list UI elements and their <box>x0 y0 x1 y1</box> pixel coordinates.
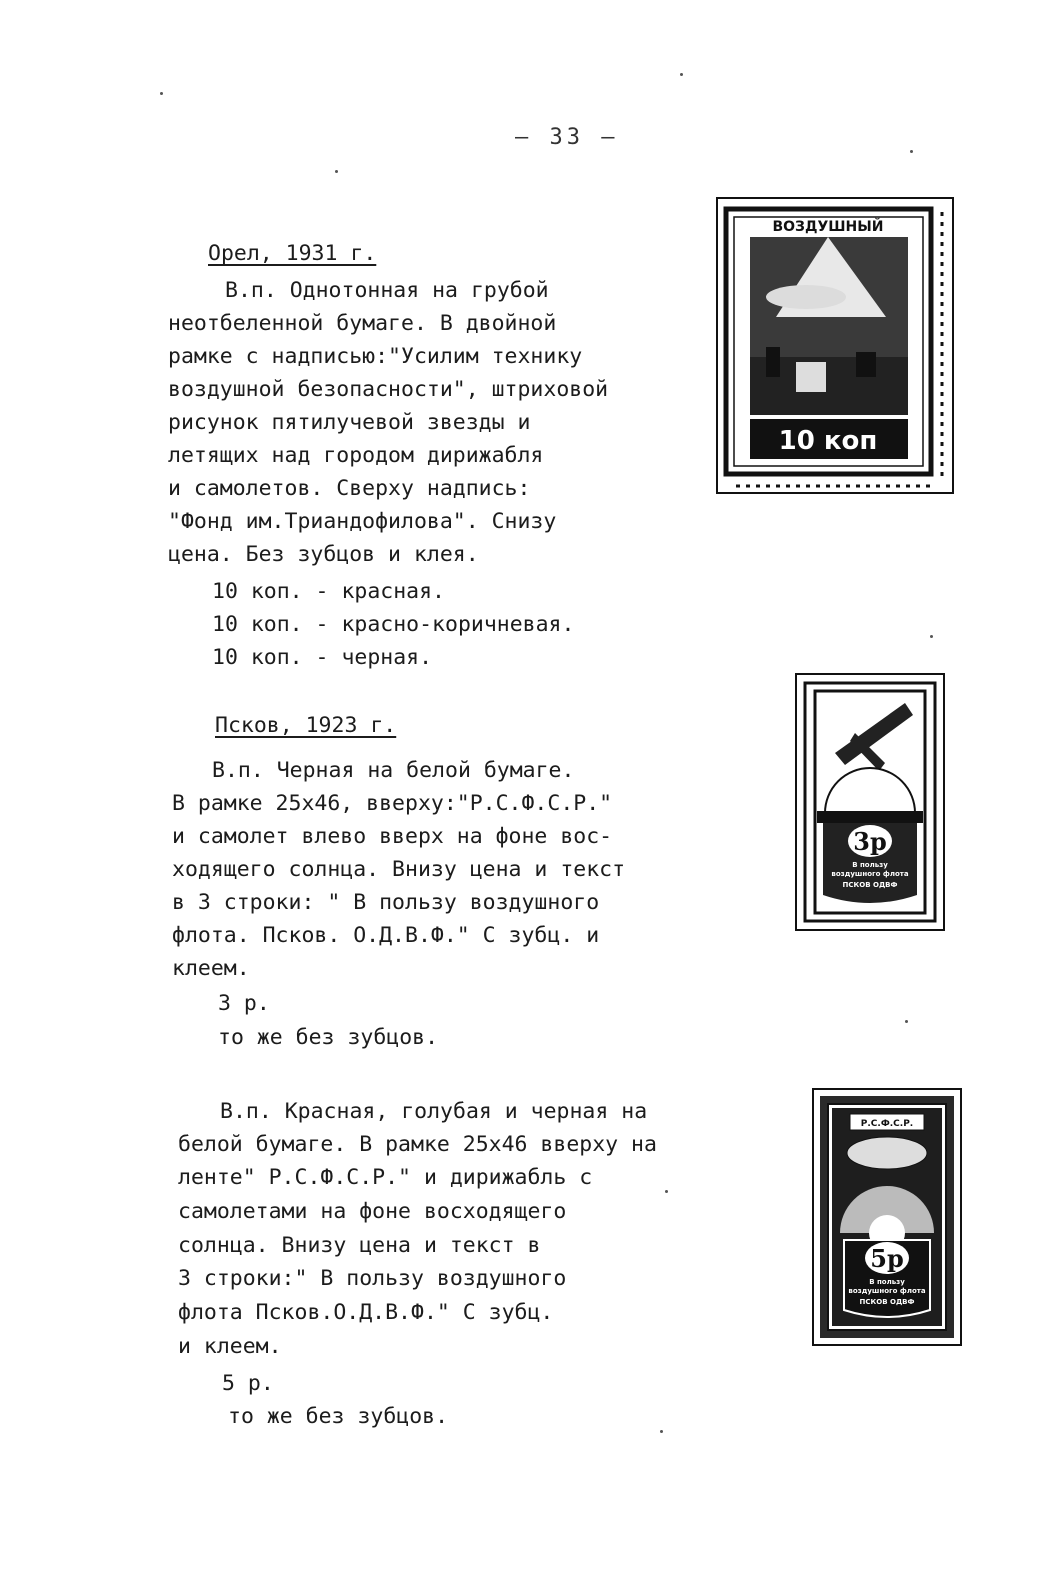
text-line: солнца. Внизу цена и текст в <box>178 1233 541 1258</box>
stamp-ribbon: Р.С.Ф.С.Р. <box>860 1119 914 1129</box>
stamp-value: 10 коп <box>778 426 878 456</box>
page-number: – 33 – <box>515 125 619 150</box>
text-line: самолетами на фоне восходящего <box>178 1199 567 1224</box>
text-line: воздушной безопасности", штриховой <box>168 377 609 402</box>
text-line: В.п. Черная на белой бумаге. <box>212 758 575 783</box>
variety-line: 10 коп. - черная. <box>212 645 433 670</box>
text-line: В рамке 25х46, вверху:"Р.С.Ф.С.Р." <box>172 791 613 816</box>
text-line: неотбеленной бумаге. В двойной <box>168 311 557 336</box>
stamp-orel-10kop <box>716 197 954 494</box>
text-line: "Фонд им.Триандофилова". Снизу <box>168 509 557 534</box>
section-heading-pskov: Псков, 1923 г. <box>215 713 397 738</box>
variety-line: то же без зубцов. <box>228 1404 449 1429</box>
scan-speck <box>160 92 163 95</box>
stamp-value: 3р <box>853 827 887 856</box>
text-line: белой бумаге. В рамке 25х46 вверху на <box>178 1132 657 1157</box>
scan-speck <box>335 170 338 173</box>
variety-line: 5 р. <box>222 1371 274 1396</box>
text-line: флота. Псков. О.Д.В.Ф." С зубц. и <box>172 923 600 948</box>
stamp-caption: ПСКОВ ОДВФ <box>859 1298 915 1306</box>
text-line: флота Псков.О.Д.В.Ф." С зубц. <box>178 1300 554 1325</box>
text-line: ходящего солнца. Внизу цена и текст <box>172 857 626 882</box>
text-line: и самолет влево вверх на фоне вос- <box>172 824 613 849</box>
section-heading-orel: Орел, 1931 г. <box>208 241 377 266</box>
text-line: цена. Без зубцов и клея. <box>168 542 479 567</box>
text-line: клеем. <box>172 956 250 981</box>
variety-line: 10 коп. - красная. <box>212 579 445 604</box>
variety-line: то же без зубцов. <box>218 1025 439 1050</box>
text-line: ленте" Р.С.Ф.С.Р." и дирижабль с <box>178 1165 593 1190</box>
text-line: В.п. Однотонная на грубой <box>225 278 549 303</box>
scan-speck <box>680 73 683 76</box>
text-line: и самолетов. Сверху надпись: <box>168 476 531 501</box>
scan-speck <box>660 1430 663 1433</box>
text-line: в 3 строки: " В пользу воздушного <box>172 890 600 915</box>
text-line: В.п. Красная, голубая и черная на <box>220 1099 648 1124</box>
stamp-value: 5р <box>870 1244 904 1273</box>
scan-speck <box>930 635 933 638</box>
scan-speck <box>905 1020 908 1023</box>
stamp-caption: В пользу <box>869 1278 905 1286</box>
stamp-caption: ПСКОВ ОДВФ <box>842 881 898 889</box>
text-line: и клеем. <box>178 1334 282 1359</box>
scan-speck <box>665 1190 668 1193</box>
text-line: рисунок пятилучевой звезды и <box>168 410 531 435</box>
variety-line: 10 коп. - красно-коричневая. <box>212 612 575 637</box>
scan-speck <box>910 150 913 153</box>
stamp-caption: В пользу <box>852 861 888 869</box>
text-line: летящих над городом дирижабля <box>168 443 544 468</box>
stamp-caption: воздушного флота <box>831 870 909 878</box>
text-line: рамке с надписью:"Усилим технику <box>168 344 583 369</box>
stamp-top-text: ВОЗДУШНЫЙ <box>772 219 884 235</box>
variety-line: 3 р. <box>218 991 270 1016</box>
text-line: 3 строки:" В пользу воздушного <box>178 1266 567 1291</box>
stamp-pskov-5r <box>812 1088 962 1346</box>
stamp-pskov-3r <box>795 673 945 931</box>
stamp-caption: воздушного флота <box>848 1287 926 1295</box>
